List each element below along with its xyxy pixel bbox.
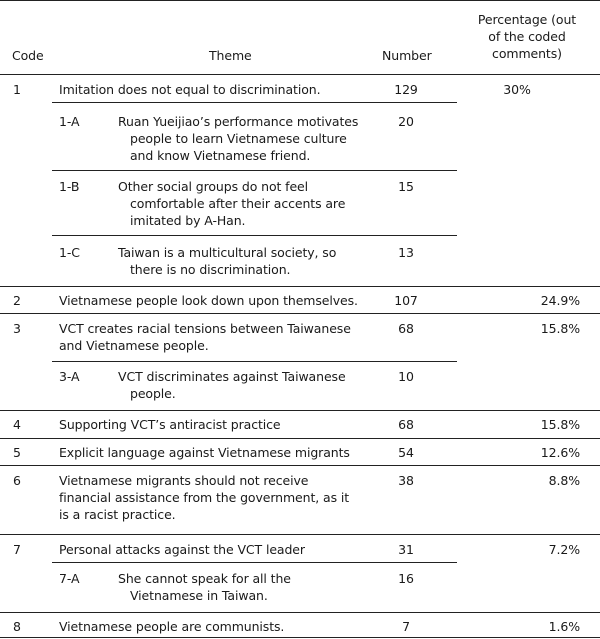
row-theme: Imitation does not equal to discrimination. bbox=[59, 82, 321, 97]
row-code: 7-A bbox=[59, 571, 80, 586]
header-theme: Theme bbox=[209, 48, 252, 63]
header-rule bbox=[0, 74, 600, 75]
row-rule bbox=[52, 102, 457, 103]
row-code: 1-B bbox=[59, 179, 80, 194]
row-code: 2 bbox=[13, 293, 21, 308]
row-number: 129 bbox=[394, 82, 418, 97]
row-code: 1-C bbox=[59, 245, 80, 260]
row-number: 13 bbox=[398, 245, 414, 260]
row-theme: She cannot speak for all the Vietnamese in Taiwan. bbox=[118, 571, 291, 603]
row-number: 20 bbox=[398, 114, 414, 129]
row-code: 3-A bbox=[59, 369, 80, 384]
header-code: Code bbox=[12, 48, 44, 63]
row-number: 107 bbox=[394, 293, 418, 308]
row-code: 8 bbox=[13, 619, 21, 634]
row-code: 7 bbox=[13, 542, 21, 557]
row-rule bbox=[0, 534, 600, 535]
row-theme: VCT discriminates against Taiwanese people. bbox=[118, 369, 346, 401]
row-number: 7 bbox=[402, 619, 410, 634]
row-theme: Vietnamese people are communists. bbox=[59, 619, 285, 634]
row-percentage: 1.6% bbox=[548, 619, 580, 634]
row-code: 5 bbox=[13, 445, 21, 460]
row-rule bbox=[0, 612, 600, 613]
row-rule bbox=[0, 438, 600, 439]
row-theme: Vietnamese migrants should not receive financial assistance from the government, as it is a racist practice. bbox=[59, 473, 350, 522]
row-rule bbox=[0, 313, 600, 314]
row-theme: Personal attacks against the VCT leader bbox=[59, 542, 305, 557]
row-code: 1 bbox=[13, 82, 21, 97]
row-theme: Ruan Yueijiao’s performance motivates people to learn Vietnamese culture and know Vietnamese friend. bbox=[118, 114, 359, 163]
row-code: 6 bbox=[13, 473, 21, 488]
row-number: 38 bbox=[398, 473, 414, 488]
row-percentage: 15.8% bbox=[540, 417, 580, 432]
row-number: 15 bbox=[398, 179, 414, 194]
table-top-rule bbox=[0, 0, 600, 1]
row-code: 3 bbox=[13, 321, 21, 336]
row-percentage: 24.9% bbox=[540, 293, 580, 308]
row-rule bbox=[52, 562, 457, 563]
header-number: Number bbox=[382, 48, 432, 63]
row-theme: VCT creates racial tensions between Taiwanese and Vietnamese people. bbox=[59, 321, 351, 353]
row-rule bbox=[0, 410, 600, 411]
row-theme: Supporting VCT’s antiracist practice bbox=[59, 417, 281, 432]
row-rule bbox=[52, 235, 457, 236]
row-percentage: 12.6% bbox=[540, 445, 580, 460]
row-code: 4 bbox=[13, 417, 21, 432]
row-number: 31 bbox=[398, 542, 414, 557]
row-rule bbox=[0, 286, 600, 287]
row-rule bbox=[52, 361, 457, 362]
row-rule bbox=[52, 170, 457, 171]
row-theme: Vietnamese people look down upon themselves. bbox=[59, 293, 358, 308]
header-percentage: Percentage (out of the coded comments) bbox=[477, 12, 577, 61]
row-rule bbox=[0, 465, 600, 466]
row-number: 68 bbox=[398, 321, 414, 336]
row-theme: Taiwan is a multicultural society, so there is no discrimination. bbox=[118, 245, 337, 277]
row-percentage: 8.8% bbox=[548, 473, 580, 488]
row-percentage: 15.8% bbox=[540, 321, 580, 336]
row-percentage: 7.2% bbox=[548, 542, 580, 557]
row-theme: Other social groups do not feel comfortable after their accents are imitated by A-Han. bbox=[118, 179, 346, 228]
row-percentage: 30% bbox=[503, 82, 531, 97]
row-number: 10 bbox=[398, 369, 414, 384]
row-number: 68 bbox=[398, 417, 414, 432]
row-code: 1-A bbox=[59, 114, 80, 129]
row-number: 16 bbox=[398, 571, 414, 586]
table-bottom-rule bbox=[0, 637, 600, 638]
row-number: 54 bbox=[398, 445, 414, 460]
row-theme: Explicit language against Vietnamese migrants bbox=[59, 445, 350, 460]
